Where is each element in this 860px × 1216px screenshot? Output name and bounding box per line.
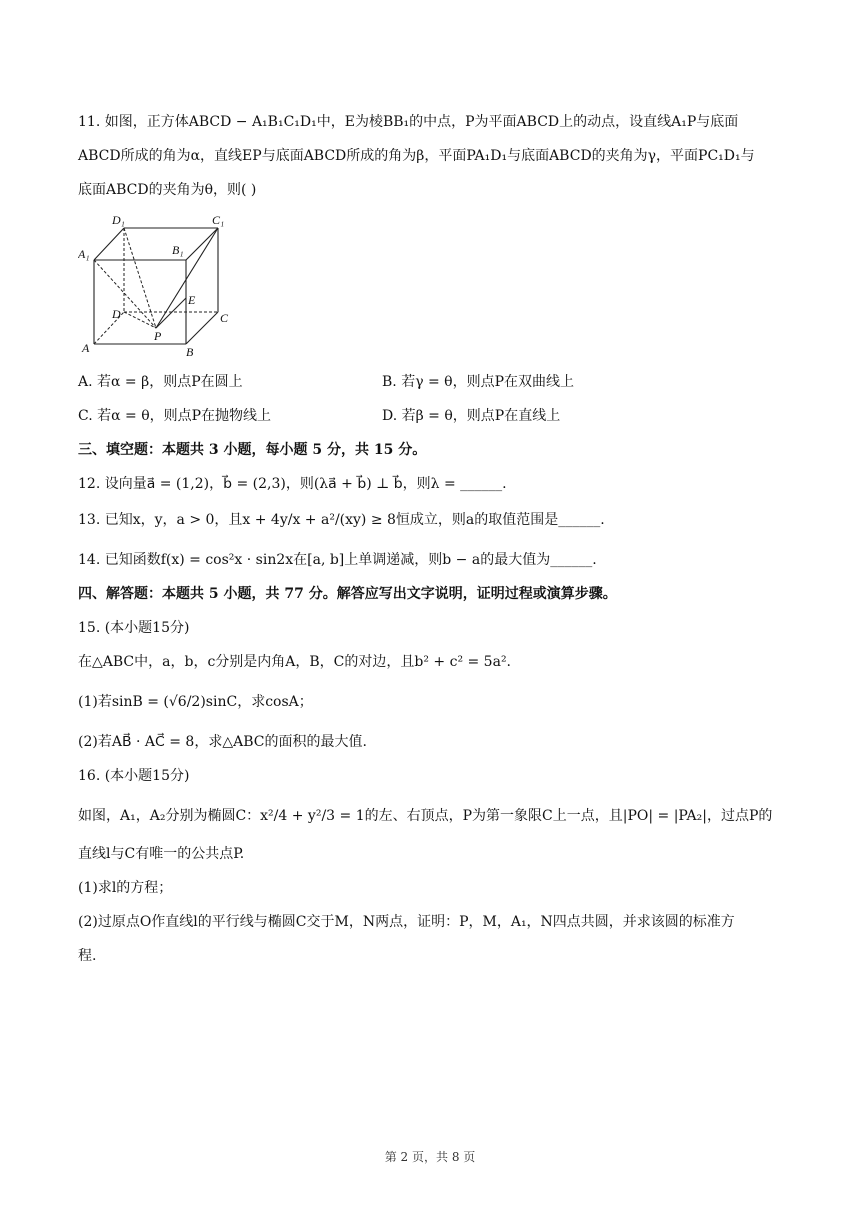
q16-stem-line1: 如图，A₁，A₂分别为椭圆C：x²/4 + y²/3 = 1的左、右顶点，P为第一象限C上一点，且|PO| = |PA₂|，过点P的 bbox=[78, 808, 773, 824]
label-E: E bbox=[188, 293, 196, 307]
label-D1: D₁ bbox=[112, 213, 125, 227]
q11-option-d: D. 若β = θ，则点P在直线上 bbox=[382, 408, 561, 424]
q16-stem-line2: 直线l与C有唯一的公共点P. bbox=[78, 846, 245, 862]
q11-option-c: C. 若α = θ，则点P在抛物线上 bbox=[78, 408, 272, 424]
label-A1: A₁ bbox=[78, 247, 90, 261]
q12: 12. 设向量a⃗ = (1,2)，b⃗ = (2,3)，则(λa⃗ + b⃗) ⊥ b⃗，则λ = ______. bbox=[78, 476, 507, 492]
q11-option-a: A. 若α = β，则点P在圆上 bbox=[78, 374, 243, 390]
q16-part2-line2: 程. bbox=[78, 948, 97, 964]
label-D: D bbox=[112, 307, 121, 321]
q14: 14. 已知函数f(x) = cos²x · sin2x在[a, b]上单调递减，则b − a的最大值为______. bbox=[78, 552, 597, 568]
q11-line1: 11. 如图，正方体ABCD − A₁B₁C₁D₁中，E为棱BB₁的中点，P为平面ABCD上的动点，设直线A₁P与底面 bbox=[78, 114, 739, 130]
q11-line3: 底面ABCD的夹角为θ，则( ) bbox=[78, 182, 257, 198]
label-P: P bbox=[154, 329, 162, 343]
q13: 13. 已知x，y，a > 0，且x + 4y/x + a²/(xy) ≥ 8恒成立，则a的取值范围是______. bbox=[78, 512, 605, 528]
cube-figure bbox=[78, 210, 238, 360]
label-B: B bbox=[186, 345, 194, 359]
label-B1: B₁ bbox=[172, 243, 184, 257]
label-C1: C₁ bbox=[212, 213, 225, 227]
q11-option-b: B. 若γ = θ，则点P在双曲线上 bbox=[382, 374, 575, 390]
q15-stem: 在△ABC中，a，b，c分别是内角A，B，C的对边，且b² + c² = 5a². bbox=[78, 654, 512, 670]
q16-head: 16. (本小题15分) bbox=[78, 768, 190, 784]
page-footer: 第 2 页，共 8 页 bbox=[384, 1150, 476, 1164]
q16-part2-line1: (2)过原点O作直线l的平行线与椭圆C交于M，N两点，证明：P，M，A₁，N四点共圆，并求该圆的标准方 bbox=[78, 914, 735, 930]
label-A: A bbox=[82, 341, 90, 355]
section-4-heading: 四、解答题：本题共 5 小题，共 77 分。解答应写出文字说明，证明过程或演算步骤。 bbox=[78, 586, 617, 602]
q11-line2: ABCD所成的角为α，直线EP与底面ABCD所成的角为β，平面PA₁D₁与底面ABCD的夹角为γ，平面PC₁D₁与 bbox=[78, 148, 755, 164]
label-C: C bbox=[220, 311, 229, 325]
q15-part1: (1)若sinB = (√6/2)sinC，求cosA； bbox=[78, 694, 313, 710]
q15-head: 15. (本小题15分) bbox=[78, 620, 190, 636]
q16-part1: (1)求l的方程； bbox=[78, 880, 173, 896]
q15-part2: (2)若AB⃗ · AC⃗ = 8，求△ABC的面积的最大值. bbox=[78, 734, 367, 750]
section-3-heading: 三、填空题：本题共 3 小题，每小题 5 分，共 15 分。 bbox=[78, 442, 427, 458]
